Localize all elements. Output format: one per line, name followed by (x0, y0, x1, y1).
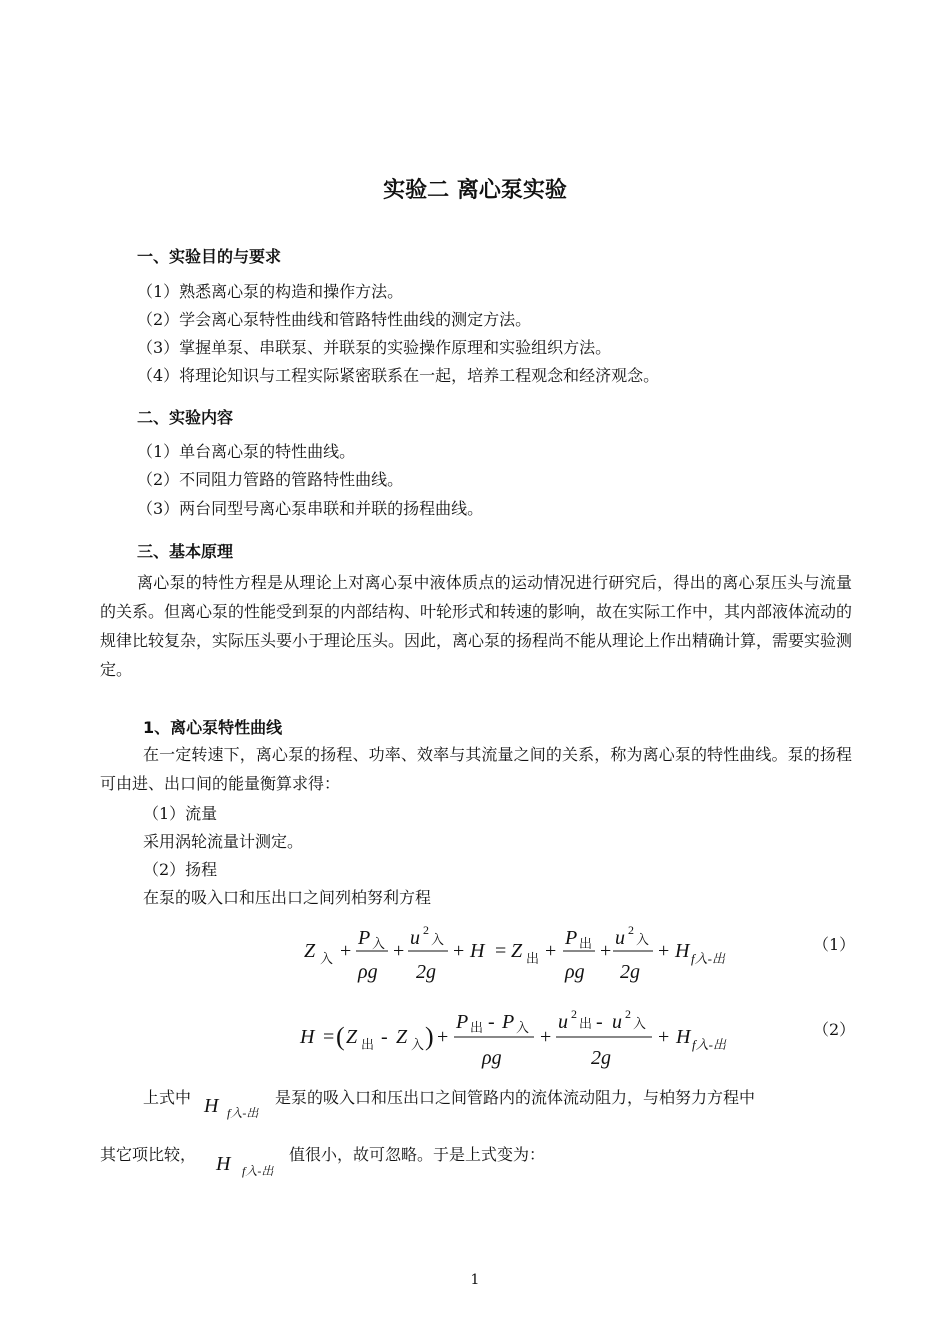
svg-text:出: 出 (470, 1020, 484, 1035)
svg-text:u: u (615, 927, 625, 949)
svg-text:=: = (323, 1026, 335, 1048)
svg-text:f入-出: f入-出 (691, 951, 725, 966)
objective-item: （4）将理论知识与工程实际紧密联系在一起，培养工程观念和经济观念。 (137, 366, 660, 385)
svg-text:2: 2 (423, 923, 429, 937)
svg-text:f入-出: f入-出 (692, 1037, 726, 1052)
svg-text:入: 入 (516, 1020, 530, 1035)
svg-text:入: 入 (633, 1016, 647, 1031)
svg-text:H: H (204, 1095, 219, 1117)
svg-text:H: H (676, 1026, 691, 1048)
svg-text:入: 入 (372, 936, 386, 951)
subsection-heading-characteristic-curve: 1、离心泵特性曲线 (143, 718, 283, 737)
section-heading-principle: 三、基本原理 (137, 542, 234, 561)
objective-item: （1）熟悉离心泵的构造和操作方法。 (137, 282, 404, 301)
h-f-symbol-2 (212, 1148, 292, 1180)
svg-text:出: 出 (526, 951, 540, 966)
svg-text:): ) (425, 1022, 434, 1051)
bernoulli-equation (290, 918, 760, 990)
head-text: 在泵的吸入口和压出口之间列柏努利方程 (143, 888, 432, 907)
principle-paragraph: 离心泵的特性方程是从理论上对离心泵中液体质点的运动情况进行研究后，得出的离心泵压头与流量的关系。但离心泵的性能受到泵的内部结构、叶轮形式和转速的影响，故在实际工作中，其内部液体流动的规律比较复杂，实际压头要小于理论压头。因此，离心泵的扬程尚不能从理论上作出精确计算，需要实验测定。 (100, 573, 853, 679)
svg-text:-: - (488, 1011, 495, 1033)
svg-text:出: 出 (579, 936, 593, 951)
svg-text:P: P (565, 927, 578, 949)
objective-item: （2）学会离心泵特性曲线和管路特性曲线的测定方法。 (137, 310, 532, 329)
svg-text:+: + (540, 1026, 552, 1048)
objective-item: （3）掌握单泵、串联泵、并联泵的实验操作原理和实验组织方法。 (137, 338, 612, 357)
svg-text:H: H (216, 1153, 231, 1175)
svg-text:H: H (300, 1026, 315, 1048)
h-f-symbol-1 (200, 1090, 280, 1122)
svg-text:ρg: ρg (358, 961, 378, 983)
text-after-line1-pre: 上式中 (143, 1088, 192, 1107)
svg-text:u: u (612, 1011, 622, 1033)
svg-text:H: H (675, 940, 690, 962)
section-heading-objectives: 一、实验目的与要求 (137, 247, 282, 266)
svg-text:2g: 2g (591, 1047, 611, 1069)
svg-text:-: - (381, 1026, 388, 1048)
equation-number-2: （2） (813, 1020, 856, 1039)
svg-text:P: P (358, 927, 371, 949)
svg-text:2g: 2g (416, 961, 436, 983)
svg-text:入: 入 (320, 951, 334, 966)
svg-text:ρg: ρg (565, 961, 585, 983)
svg-text:入: 入 (431, 932, 445, 947)
svg-text:2: 2 (628, 923, 634, 937)
svg-text:2: 2 (625, 1007, 631, 1021)
head-equation (290, 1004, 760, 1076)
page-title: 实验二 离心泵实验 (383, 178, 567, 203)
text-after-line1-post: 是泵的吸入口和压出口之间管路内的流体流动阻力，与柏努力方程中 (275, 1088, 756, 1107)
page-number: 1 (470, 1272, 480, 1288)
content-item: （2）不同阻力管路的管路特性曲线。 (137, 470, 404, 489)
svg-text:ρg: ρg (482, 1047, 502, 1069)
svg-text:入: 入 (411, 1037, 425, 1052)
flow-label: （1）流量 (143, 804, 218, 823)
svg-text:2: 2 (571, 1007, 577, 1021)
svg-text:+: + (658, 940, 670, 962)
equation-number-1: （1） (813, 935, 856, 954)
svg-text:出: 出 (361, 1037, 375, 1052)
svg-text:(: ( (336, 1022, 345, 1051)
svg-text:f入-出: f入-出 (242, 1164, 274, 1178)
svg-text:+: + (453, 940, 465, 962)
svg-text:=: = (495, 940, 507, 962)
svg-text:P: P (502, 1011, 515, 1033)
svg-text:u: u (558, 1011, 568, 1033)
head-label: （2）扬程 (143, 860, 218, 879)
svg-text:+: + (393, 940, 405, 962)
svg-text:+: + (340, 940, 352, 962)
svg-text:入: 入 (636, 932, 650, 947)
svg-text:P: P (456, 1011, 469, 1033)
svg-text:-: - (596, 1011, 603, 1033)
content-item: （3）两台同型号离心泵串联和并联的扬程曲线。 (137, 499, 484, 518)
svg-text:+: + (545, 940, 557, 962)
flow-text: 采用涡轮流量计测定。 (143, 832, 304, 851)
characteristic-paragraph: 在一定转速下，离心泵的扬程、功率、效率与其流量之间的关系，称为离心泵的特性曲线。泵的扬程可由进、出口间的能量衡算求得： (100, 745, 852, 793)
svg-text:+: + (658, 1026, 670, 1048)
svg-text:H: H (470, 940, 485, 962)
svg-text:+: + (600, 940, 612, 962)
eq1-z-in: Z (304, 940, 316, 962)
svg-text:f入-出: f入-出 (227, 1106, 259, 1120)
svg-text:Z: Z (346, 1026, 358, 1048)
section-heading-content: 二、实验内容 (137, 408, 234, 427)
svg-text:Z: Z (511, 940, 523, 962)
svg-text:+: + (437, 1026, 449, 1048)
text-after-line2-pre: 其它项比较， (100, 1145, 197, 1164)
svg-text:出: 出 (579, 1016, 593, 1031)
svg-text:2g: 2g (620, 961, 640, 983)
svg-text:Z: Z (396, 1026, 408, 1048)
content-item: （1）单台离心泵的特性曲线。 (137, 442, 356, 461)
text-after-line2-post: 值很小，故可忽略。于是上式变为： (289, 1145, 546, 1164)
svg-text:u: u (410, 927, 420, 949)
